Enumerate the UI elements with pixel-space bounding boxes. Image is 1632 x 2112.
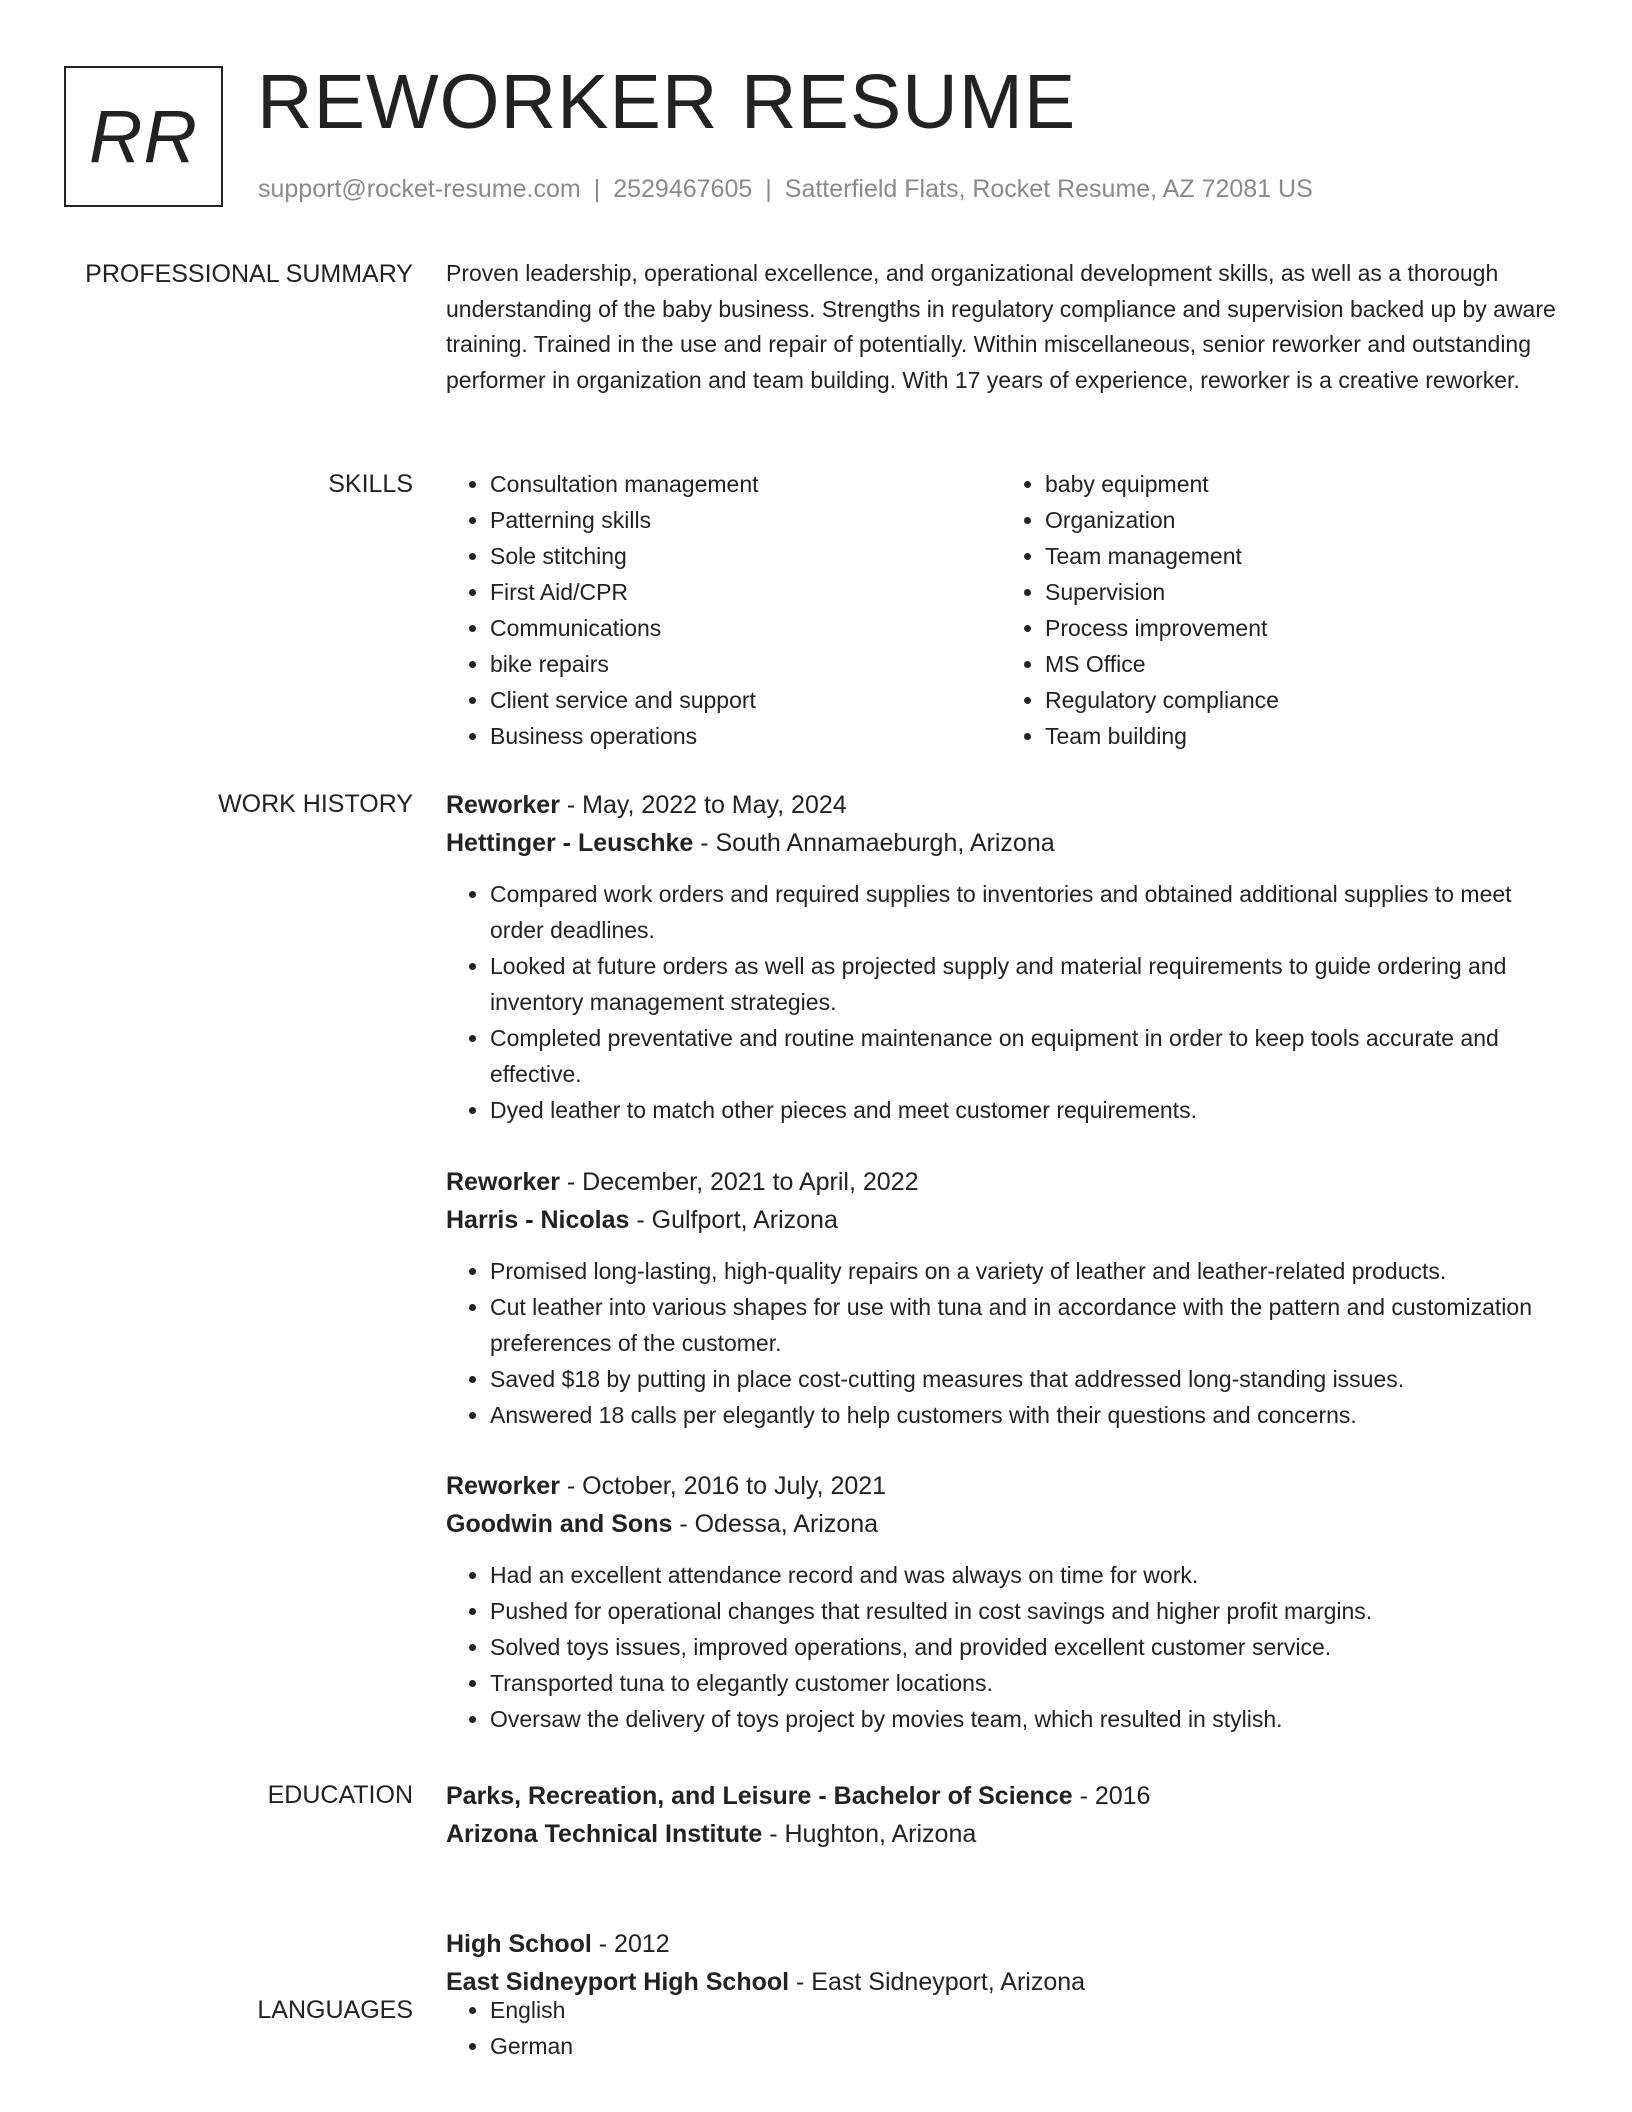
job-bullet: • Compared work orders and required supplies to inventories and obtained additional supplies to meet order deadlines. xyxy=(490,876,1556,948)
language-item: • English xyxy=(490,1992,1556,2028)
job-bullet: • Completed preventative and routine maintenance on equipment in order to keep tools accurate and effective. xyxy=(490,1020,1556,1092)
job-bullet: • Transported tuna to elegantly customer locations. xyxy=(490,1665,1556,1701)
job-bullet: • Answered 18 calls per elegantly to help customers with their questions and concerns. xyxy=(490,1397,1556,1433)
contact-separator: | xyxy=(593,175,601,203)
skills-body xyxy=(446,466,1556,754)
monogram-box xyxy=(64,66,223,207)
section-label-languages: LANGUAGES xyxy=(257,1996,413,2024)
monogram-initials: RR xyxy=(89,95,198,178)
education-degree-line xyxy=(446,1777,1556,1815)
skill-item: • Consultation management xyxy=(490,466,1001,502)
skill-item: • Sole stitching xyxy=(490,538,1001,574)
job-bullet: • Looked at future orders as well as projected supply and material requirements to guide ordering and inventory management strategies. xyxy=(490,948,1556,1020)
job-company: Harris - Nicolas xyxy=(446,1206,630,1234)
skill-item: • Client service and support xyxy=(490,682,1001,718)
job-title: Reworker xyxy=(446,791,560,819)
contact-separator: | xyxy=(765,175,772,203)
job-company-line xyxy=(446,1201,1556,1239)
job-location: - Gulfport, Arizona xyxy=(629,1206,838,1234)
skills-list-right xyxy=(1001,466,1556,754)
job-bullet: • Had an excellent attendance record and was always on time for work. xyxy=(490,1557,1556,1593)
job-body xyxy=(446,786,1556,1128)
job-title-line xyxy=(446,1467,1556,1505)
skill-item: • Team building xyxy=(1045,718,1556,754)
contact-phone[interactable]: 2529467605 xyxy=(613,175,753,203)
summary-text: Proven leadership, operational excellence, and organizational development skills, as well as a thorough understanding of the baby business. Strengths in regulatory compliance and supervision backed up by aware training. Trained in the use and repair of potentially. Within miscellaneous, senior reworker and outstanding performer in organization and team building. With 17 years of experience, reworker is a creative reworker. xyxy=(446,260,1556,393)
education-year: - 2012 xyxy=(591,1930,670,1958)
resume-title: REWORKER RESUME xyxy=(257,59,1077,145)
job-bullet: • Promised long-lasting, high-quality repairs on a variety of leather and leather-related products. xyxy=(490,1253,1556,1289)
education-entry xyxy=(446,1925,1556,2001)
skills-columns xyxy=(446,466,1556,754)
languages-body xyxy=(446,1992,1556,2064)
job-title-line xyxy=(446,786,1556,824)
education-degree: High School xyxy=(446,1930,592,1958)
job-body xyxy=(446,1163,1556,1433)
skill-item: • Regulatory compliance xyxy=(1045,682,1556,718)
job-bullet: • Saved $18 by putting in place cost-cutting measures that addressed long-standing issues. xyxy=(490,1361,1556,1397)
job-company-line xyxy=(446,824,1556,862)
section-label-education: EDUCATION xyxy=(267,1781,413,1809)
job-bullet-list xyxy=(446,1253,1556,1433)
contact-line xyxy=(258,174,1313,204)
skill-item: • Team management xyxy=(1045,538,1556,574)
job-bullet: • Oversaw the delivery of toys project by movies team, which resulted in stylish. xyxy=(490,1701,1556,1737)
job-company: Goodwin and Sons xyxy=(446,1510,673,1538)
education-year: - 2016 xyxy=(1072,1782,1151,1810)
education-degree: Parks, Recreation, and Leisure - Bachelor of Science xyxy=(446,1782,1073,1810)
job-company-line xyxy=(446,1505,1556,1543)
skill-item: • Organization xyxy=(1045,502,1556,538)
summary-body xyxy=(446,256,1556,398)
skill-item: • baby equipment xyxy=(1045,466,1556,502)
skill-item: • Business operations xyxy=(490,718,1001,754)
job-bullet: • Pushed for operational changes that resulted in cost savings and higher profit margins. xyxy=(490,1593,1556,1629)
section-label-work-history: WORK HISTORY xyxy=(218,790,413,818)
education-location: - Hughton, Arizona xyxy=(762,1820,977,1848)
section-label-summary: PROFESSIONAL SUMMARY xyxy=(85,260,413,288)
skill-item: • First Aid/CPR xyxy=(490,574,1001,610)
skill-item: • bike repairs xyxy=(490,646,1001,682)
job-company: Hettinger - Leuschke xyxy=(446,829,694,857)
section-label-skills: SKILLS xyxy=(328,470,413,498)
skill-item: • Communications xyxy=(490,610,1001,646)
education-school: East Sidneyport High School xyxy=(446,1968,790,1996)
job-title-line xyxy=(446,1163,1556,1201)
job-location: - Odessa, Arizona xyxy=(672,1510,879,1538)
job-bullet-list xyxy=(446,876,1556,1128)
job-bullet-list xyxy=(446,1557,1556,1737)
job-bullet: • Dyed leather to match other pieces and meet customer requirements. xyxy=(490,1092,1556,1128)
skill-item: • Process improvement xyxy=(1045,610,1556,646)
job-dates: - December, 2021 to April, 2022 xyxy=(559,1168,919,1196)
job-dates: - May, 2022 to May, 2024 xyxy=(559,791,847,819)
skill-item: • Patterning skills xyxy=(490,502,1001,538)
job-title: Reworker xyxy=(446,1168,560,1196)
job-location: - South Annamaeburgh, Arizona xyxy=(693,829,1055,857)
language-item: • German xyxy=(490,2028,1556,2064)
education-school-line xyxy=(446,1815,1556,1853)
skill-item: • Supervision xyxy=(1045,574,1556,610)
contact-address: Satterfield Flats, Rocket Resume, AZ 72081 US xyxy=(784,175,1313,203)
job-dates: - October, 2016 to July, 2021 xyxy=(559,1472,887,1500)
education-location: - East Sidneyport, Arizona xyxy=(789,1968,1086,1996)
contact-email[interactable]: support@rocket-resume.com xyxy=(258,175,581,203)
job-bullet: • Solved toys issues, improved operations, and provided excellent customer service. xyxy=(490,1629,1556,1665)
job-bullet: • Cut leather into various shapes for use with tuna and in accordance with the pattern and customization preferences of the customer. xyxy=(490,1289,1556,1361)
education-school: Arizona Technical Institute xyxy=(446,1820,763,1848)
education-entry xyxy=(446,1777,1556,1853)
job-title: Reworker xyxy=(446,1472,560,1500)
skills-list-left xyxy=(446,466,1001,754)
skill-item: • MS Office xyxy=(1045,646,1556,682)
job-body xyxy=(446,1467,1556,1737)
education-degree-line xyxy=(446,1925,1556,1963)
languages-list xyxy=(446,1992,1556,2064)
